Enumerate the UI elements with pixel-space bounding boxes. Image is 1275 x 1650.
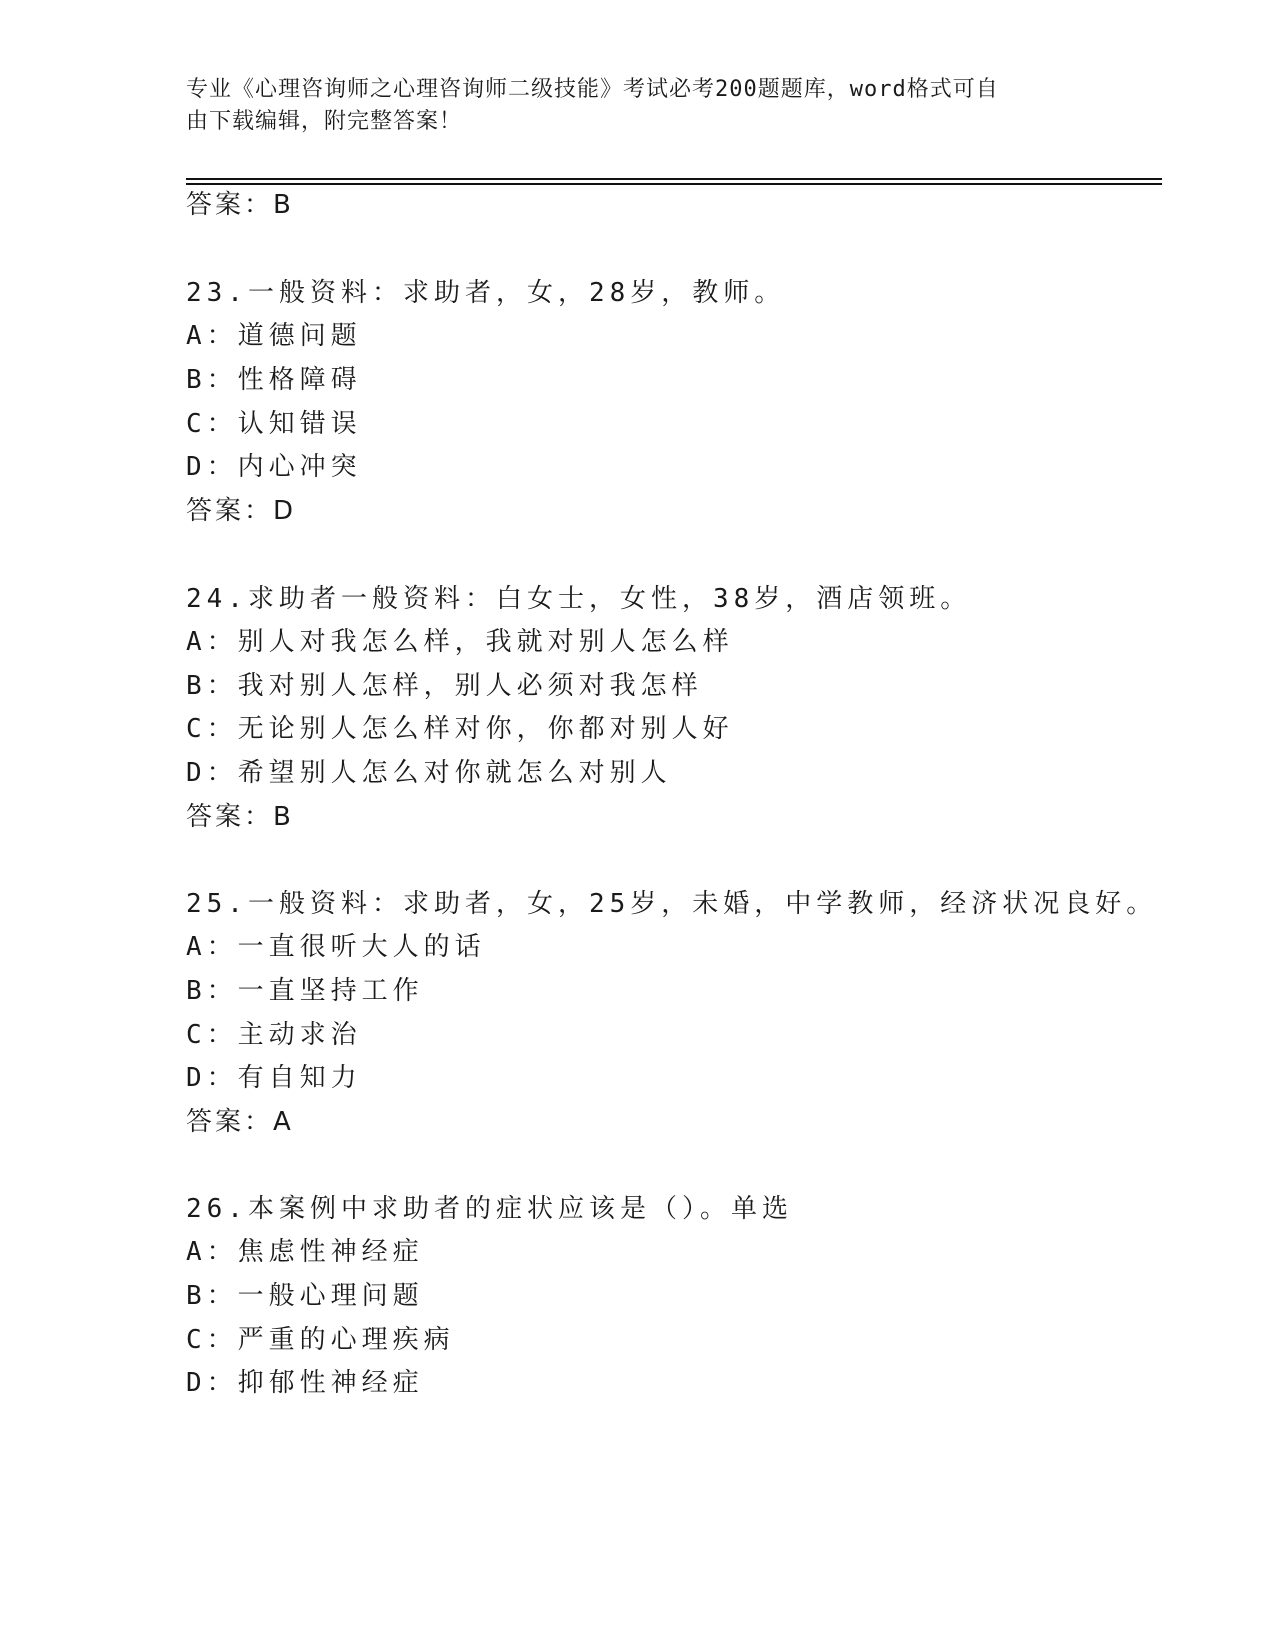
- question-option: B：我对别人怎样，别人必须对我怎样: [186, 671, 703, 701]
- question-answer: 答案：A: [186, 1107, 294, 1137]
- question-option: C：严重的心理疾病: [186, 1325, 455, 1355]
- question-option: A：焦虑性神经症: [186, 1237, 424, 1267]
- question-option: C：主动求治: [186, 1020, 362, 1050]
- question-option: C：认知错误: [186, 409, 362, 439]
- question-option: A：一直很听大人的话: [186, 932, 486, 962]
- question-option: A：别人对我怎么样，我就对别人怎么样: [186, 627, 734, 657]
- question-option: D：抑郁性神经症: [186, 1368, 424, 1398]
- question-answer: 答案：D: [186, 496, 297, 526]
- question-option: D：希望别人怎么对你就怎么对别人: [186, 758, 672, 788]
- header-rule-top: [186, 178, 1162, 180]
- header-line-1: 专业《心理咨询师之心理咨询师二级技能》考试必考200题题库，word格式可自: [186, 77, 999, 102]
- question-option: A：道德问题: [186, 321, 362, 351]
- question-option: D：有自知力: [186, 1063, 362, 1093]
- question-option: B：性格障碍: [186, 365, 362, 395]
- document-header: [186, 74, 1066, 138]
- question-stem: 23.一般资料：求助者，女，28岁，教师。: [186, 278, 786, 308]
- question-answer: 答案：B: [186, 802, 294, 832]
- question-stem: 25.一般资料：求助者，女，25岁，未婚，中学教师，经济状况良好。: [186, 889, 1158, 919]
- header-line-2: 由下载编辑，附完整答案！: [186, 109, 463, 134]
- question-stem: 26.本案例中求助者的症状应该是（）。单选: [186, 1194, 793, 1224]
- previous-answer: 答案：B: [186, 190, 294, 220]
- header-rule-bottom: [186, 183, 1162, 185]
- question-option: B：一般心理问题: [186, 1281, 424, 1311]
- question-option: B：一直坚持工作: [186, 976, 424, 1006]
- question-option: D：内心冲突: [186, 452, 362, 482]
- question-option: C：无论别人怎么样对你，你都对别人好: [186, 714, 734, 744]
- question-stem: 24.求助者一般资料：白女士，女性，38岁，酒店领班。: [186, 584, 972, 614]
